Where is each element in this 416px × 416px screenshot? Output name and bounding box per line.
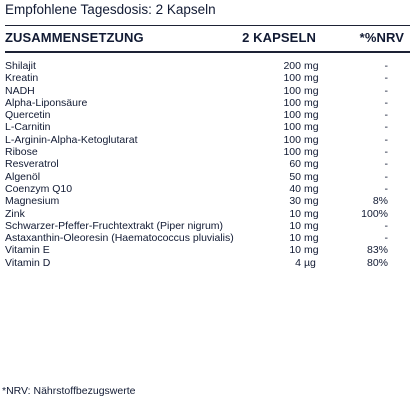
- table-row: [5, 158, 410, 170]
- ingredient-nrv: -: [384, 121, 388, 134]
- ingredient-name: Quercetin: [5, 109, 51, 122]
- ingredient-amount: [273, 85, 322, 97]
- header-nrv: *%NRV: [359, 30, 404, 45]
- amount-unit: mg: [304, 96, 319, 109]
- amount-value: 100: [283, 133, 301, 146]
- ingredient-amount: [273, 109, 322, 121]
- ingredient-nrv: -: [384, 182, 388, 195]
- amount-unit: mg: [304, 207, 319, 220]
- ingredient-amount: [273, 146, 322, 158]
- table-row: [5, 171, 410, 183]
- ingredient-amount: [273, 232, 322, 244]
- ingredient-amount: [273, 72, 322, 84]
- amount-unit: mg: [304, 133, 319, 146]
- ingredient-amount: [273, 134, 322, 146]
- amount-unit: mg: [304, 195, 319, 208]
- header-top-rule: [5, 25, 410, 26]
- ingredient-nrv: -: [384, 170, 388, 183]
- amount-value: 10: [289, 219, 301, 232]
- ingredient-name: NADH: [5, 84, 35, 97]
- footnote: *NRV: Nährstoffbezugswerte: [2, 385, 136, 397]
- table-header: [5, 30, 410, 46]
- amount-value: 10: [289, 232, 301, 245]
- ingredient-name: Zink: [5, 207, 25, 220]
- ingredient-name: Vitamin E: [5, 244, 50, 257]
- table-row: [5, 220, 410, 232]
- table-row: [5, 109, 410, 121]
- ingredient-nrv: 83%: [366, 244, 388, 257]
- ingredient-name: Alpha-Liponsäure: [5, 96, 88, 109]
- ingredient-nrv: -: [384, 96, 388, 109]
- ingredient-amount: [273, 171, 322, 183]
- amount-unit: mg: [304, 232, 319, 245]
- header-composition: ZUSAMMENSETZUNG: [5, 30, 144, 45]
- amount-value: 200: [283, 60, 301, 72]
- amount-unit: mg: [304, 60, 319, 72]
- ingredient-nrv: -: [384, 146, 388, 159]
- ingredient-name: Algenöl: [5, 170, 41, 183]
- ingredient-amount: [273, 158, 322, 170]
- amount-unit: mg: [304, 158, 319, 171]
- amount-value: 10: [289, 244, 301, 257]
- ingredient-nrv: -: [384, 84, 388, 97]
- amount-value: 40: [289, 182, 301, 195]
- ingredient-nrv: -: [384, 133, 388, 146]
- ingredient-name: Vitamin D: [5, 256, 51, 269]
- ingredient-nrv: -: [384, 60, 388, 72]
- amount-unit: mg: [304, 121, 319, 134]
- table-row: [5, 72, 410, 84]
- ingredient-amount: [273, 244, 322, 256]
- ingredient-nrv: -: [384, 72, 388, 85]
- table-row: [5, 208, 410, 220]
- ingredient-name: Shilajit: [5, 60, 36, 72]
- ingredient-nrv: 8%: [372, 195, 388, 208]
- ingredient-nrv: -: [384, 219, 388, 232]
- amount-unit: mg: [304, 244, 319, 257]
- header-amount: 2 KAPSELN: [242, 30, 316, 45]
- amount-unit: mg: [304, 72, 319, 85]
- amount-unit: mg: [304, 109, 319, 122]
- table-row: [5, 97, 410, 109]
- amount-value: 100: [283, 146, 301, 159]
- table-row: [5, 146, 410, 158]
- ingredient-nrv: 100%: [361, 207, 388, 220]
- ingredient-nrv: 80%: [366, 256, 388, 269]
- ingredients-table: [5, 60, 410, 269]
- amount-value: 100: [283, 84, 301, 97]
- amount-value: 100: [283, 72, 301, 85]
- ingredient-name: L-Arginin-Alpha-Ketoglutarat: [5, 133, 138, 146]
- ingredient-name: Coenzym Q10: [5, 182, 73, 195]
- ingredient-amount: [273, 121, 322, 133]
- ingredient-nrv: -: [384, 158, 388, 171]
- amount-value: 50: [289, 170, 301, 183]
- ingredient-amount: [273, 97, 322, 109]
- ingredient-nrv: -: [384, 109, 388, 122]
- amount-value: 4: [295, 256, 301, 269]
- amount-value: 100: [283, 121, 301, 134]
- ingredient-name: Ribose: [5, 146, 38, 159]
- ingredient-amount: [273, 220, 322, 232]
- ingredient-amount: [273, 208, 322, 220]
- ingredient-amount: [273, 257, 322, 269]
- table-row: [5, 232, 410, 244]
- amount-value: 30: [289, 195, 301, 208]
- table-row: [5, 134, 410, 146]
- amount-unit: µg: [304, 256, 316, 269]
- amount-unit: mg: [304, 182, 319, 195]
- ingredient-nrv: -: [384, 232, 388, 245]
- amount-value: 100: [283, 96, 301, 109]
- table-row: [5, 60, 410, 72]
- amount-value: 60: [289, 158, 301, 171]
- recommended-dose: Empfohlene Tagesdosis: 2 Kapseln: [5, 2, 216, 17]
- table-row: [5, 121, 410, 133]
- header-bottom-rule: [5, 51, 410, 53]
- table-row: [5, 85, 410, 97]
- ingredient-amount: [273, 60, 322, 72]
- ingredient-name: Schwarzer-Pfeffer-Fruchtextrakt (Piper nigrum): [5, 219, 224, 232]
- ingredient-name: Astaxanthin-Oleoresin (Haematococcus pluvialis): [5, 232, 234, 245]
- table-row: [5, 183, 410, 195]
- table-row: [5, 257, 410, 269]
- ingredient-name: L-Carnitin: [5, 121, 51, 134]
- amount-value: 10: [289, 207, 301, 220]
- table-row: [5, 195, 410, 207]
- amount-unit: mg: [304, 146, 319, 159]
- ingredient-name: Kreatin: [5, 72, 39, 85]
- ingredient-amount: [273, 183, 322, 195]
- amount-unit: mg: [304, 170, 319, 183]
- amount-value: 100: [283, 109, 301, 122]
- ingredient-name: Magnesium: [5, 195, 60, 208]
- ingredient-amount: [273, 195, 322, 207]
- amount-unit: mg: [304, 219, 319, 232]
- ingredient-name: Resveratrol: [5, 158, 59, 171]
- table-row: [5, 244, 410, 256]
- amount-unit: mg: [304, 84, 319, 97]
